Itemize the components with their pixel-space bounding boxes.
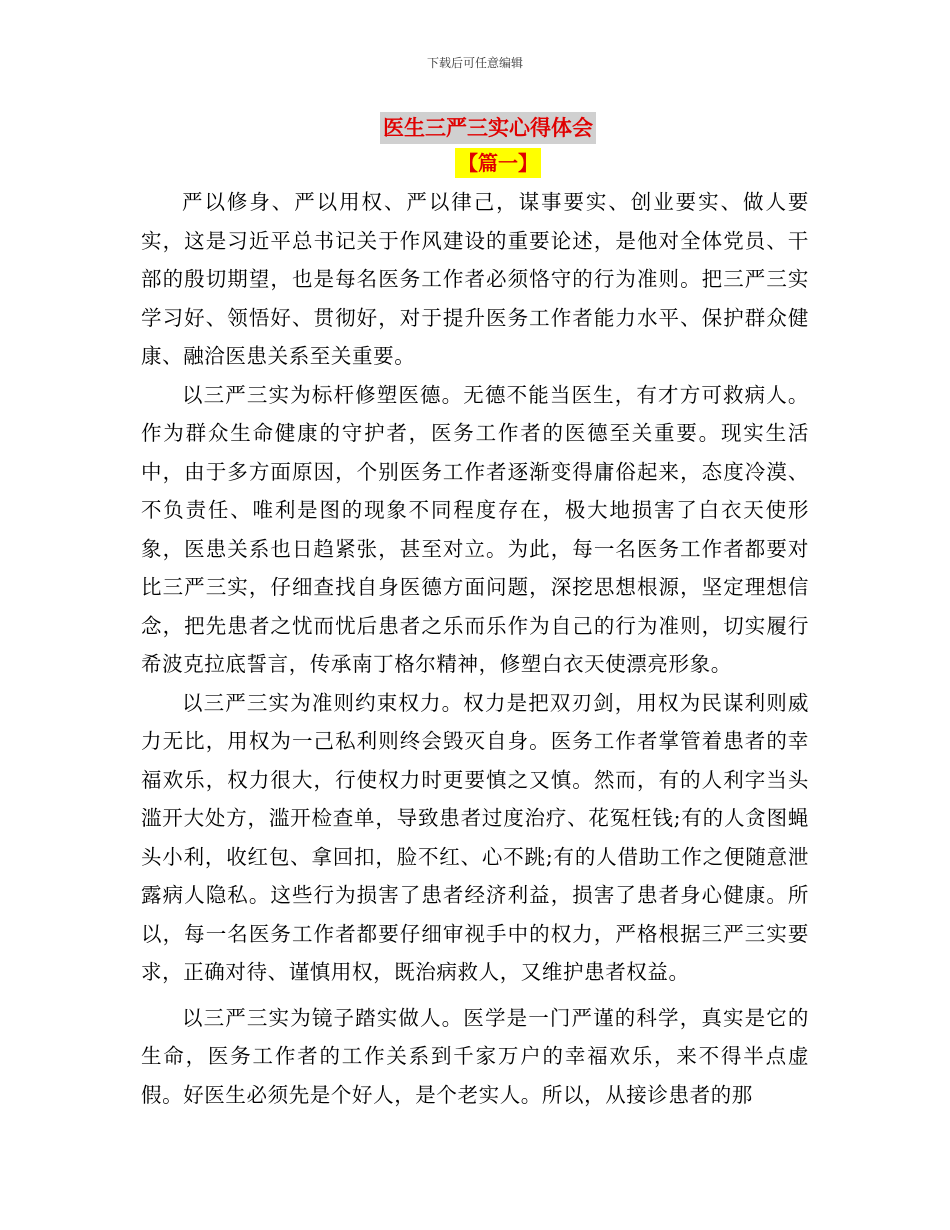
paragraph-2: 以三严三实为标杆修塑医德。无德不能当医生，有才方可救病人。作为群众生命健康的守护者，医务工作者的医德至关重要。现实生活中，由于多方面原因，个别医务工作者逐渐变得庸俗起来，态度冷漠、不负责任、唯利是图的现象不同程度存在，极大地损害了白衣天使形象，医患关系也日趋紧张，甚至对立。为此，每一名医务工作者都要对比三严三实，仔细查找自身医德方面问题，深挖思想根源，坚定理想信念，把先患者之忧而忧后患者之乐而乐作为自己的行为准则，切实履行希波克拉底誓言，传承南丁格尔精神，修塑白衣天使漂亮形象。 [141,382,809,676]
section-label: 【篇一】 [455,148,541,178]
document-title: 医生三严三实心得体会 [380,112,596,144]
paragraph-4: 以三严三实为镜子踏实做人。医学是一门严谨的科学，真实是它的生命，医务工作者的工作关系到千家万户的幸福欢乐，来不得半点虚假。好医生必须先是个好人，是个老实人。所以，从接诊患者的那 [141,1005,809,1107]
page-header-note: 下载后可任意编辑 [426,56,523,70]
paragraph-3: 以三严三实为准则约束权力。权力是把双刃剑，用权为民谋利则威力无比，用权为一己私利则终会毁灭自身。医务工作者掌管着患者的幸福欢乐，权力很大，行使权力时更要慎之又慎。然而，有的人利字当头滥开大处方，滥开检查单，导致患者过度治疗、花冤枉钱;有的人贪图蝇头小利，收红包、拿回扣，脸不红、心不跳;有的人借助工作之便随意泄露病人隐私。这些行为损害了患者经济利益，损害了患者身心健康。所以，每一名医务工作者都要仔细审视手中的权力，严格根据三严三实要求，正确对待、谨慎用权，既治病救人，又维护患者权益。 [141,690,809,984]
paragraph-1: 严以修身、严以用权、严以律己，谋事要实、创业要实、做人要实，这是习近平总书记关于作风建设的重要论述，是他对全体党员、干部的殷切期望，也是每名医务工作者必须恪守的行为准则。把三严三实学习好、领悟好、贯彻好，对于提升医务工作者能力水平、保护群众健康、融洽医患关系至关重要。 [141,190,809,368]
document-body [141,183,809,1114]
